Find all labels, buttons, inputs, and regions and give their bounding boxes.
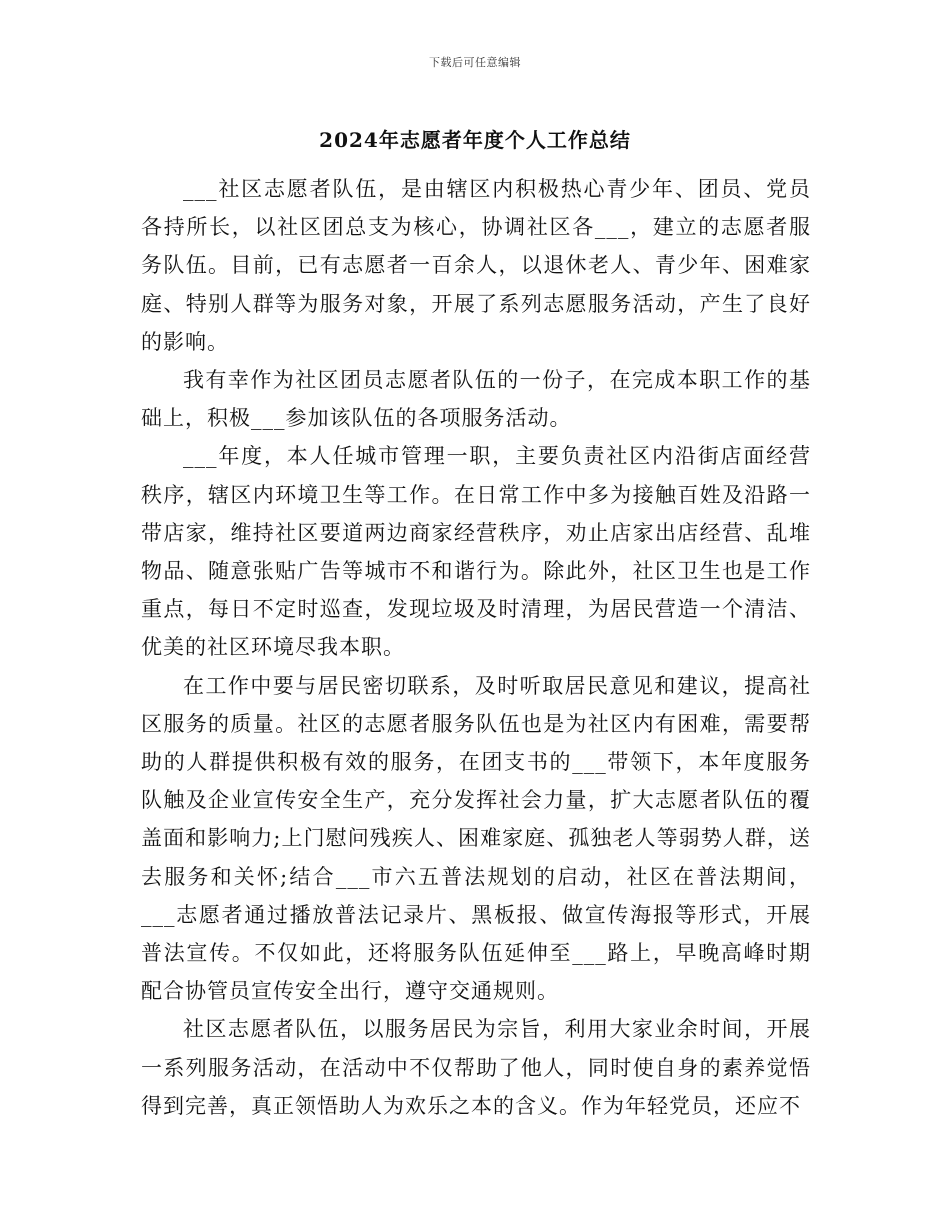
paragraph-1: ___社区志愿者队伍，是由辖区内积极热心青少年、团员、党员各持所长，以社区团总支为核心，协调社区各___，建立的志愿者服务队伍。目前，已有志愿者一百余人，以退休老人、青少年、困难家庭、特别人群等为服务对象，开展了系列志愿服务活动，产生了良好的影响。 — [141, 177, 811, 354]
document-body — [141, 170, 811, 1125]
paragraph-2: 我有幸作为社区团员志愿者队伍的一份子，在完成本职工作的基础上，积极___参加该队伍的各项服务活动。 — [141, 368, 811, 431]
header-note: 下载后可任意编辑 — [429, 56, 521, 69]
paragraph-3: ___年度，本人任城市管理一职，主要负责社区内沿街店面经营秩序，辖区内环境卫生等工作。在日常工作中多为接触百姓及沿路一带店家，维持社区要道两边商家经营秩序，劝止店家出店经营、乱堆物品、随意张贴广告等城市不和谐行为。除此外，社区卫生也是工作重点，每日不定时巡查，发现垃圾及时清理，为居民营造一个清洁、优美的社区环境尽我本职。 — [141, 444, 811, 660]
paragraph-5: 社区志愿者队伍，以服务居民为宗旨，利用大家业余时间，开展一系列服务活动，在活动中不仅帮助了他人，同时使自身的素养觉悟得到完善，真正领悟助人为欢乐之本的含义。作为年轻党员，还应不 — [141, 1017, 811, 1118]
paragraph-4: 在工作中要与居民密切联系，及时听取居民意见和建议，提高社区服务的质量。社区的志愿者服务队伍也是为社区内有困难，需要帮助的人群提供积极有效的服务，在团支书的___带领下，本年度服务队触及企业宣传安全生产，充分发挥社会力量，扩大志愿者队伍的覆盖面和影响力;上门慰问残疾人、困难家庭、孤独老人等弱势人群，送去服务和关怀;结合___市六五普法规划的启动，社区在普法期间，___志愿者通过播放普法记录片、黑板报、做宣传海报等形式，开展普法宣传。不仅如此，还将服务队伍延伸至___路上，早晚高峰时期配合协管员宣传安全出行，遵守交通规则。 — [141, 673, 811, 1004]
document-title: 2024年志愿者年度个人工作总结 — [319, 128, 631, 152]
